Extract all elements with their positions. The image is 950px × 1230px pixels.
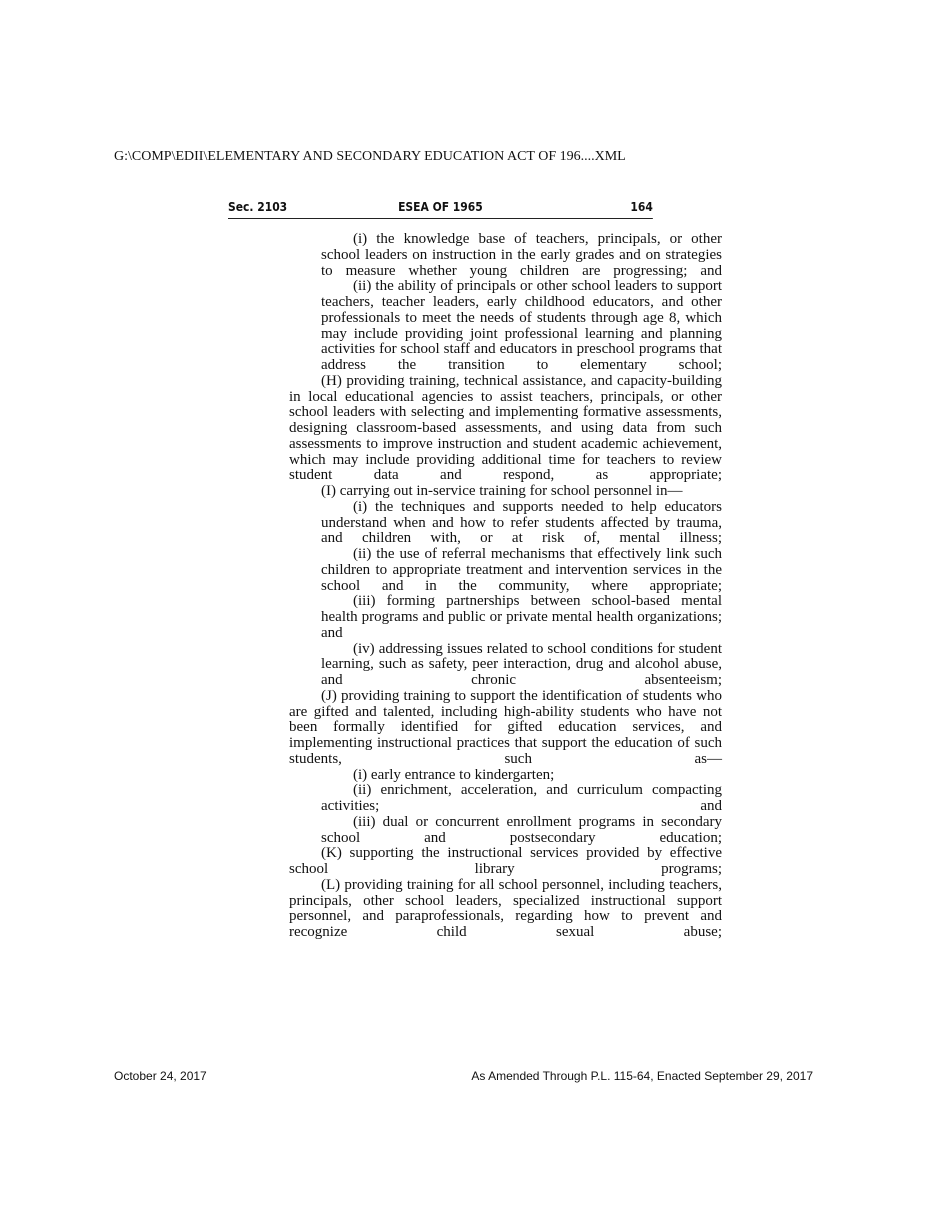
file-path: G:\COMP\EDII\ELEMENTARY AND SECONDARY EDUCATION ACT OF 196....XML <box>114 149 626 164</box>
subparagraph-l: (L) providing training for all school personnel, including teachers, principals, other school leaders, specialized instructional support personnel, and paraprofessionals, regarding how to prevent and recognize child sexual abuse; <box>289 876 722 940</box>
clause-i-early-entrance: (i) early entrance to kindergarten; <box>353 766 555 783</box>
footer-amendment-note: As Amended Through P.L. 115-64, Enacted September 29, 2017 <box>471 1069 813 1083</box>
clause-ii-enrichment: (ii) enrichment, acceleration, and curriculum compacting activities; and <box>321 782 722 814</box>
clause-iii-dual-enrollment: (iii) dual or concurrent enrollment programs in secondary school and postsecondary education; <box>321 813 722 846</box>
clause-iv-school-conditions: (iv) addressing issues related to school conditions for student learning, such as safety, peer interaction, drug and alcohol abuse, and chronic absenteeism; <box>321 640 722 688</box>
clause-ii-referral: (ii) the use of referral mechanisms that effectively link such children to appropriate treatment and intervention services in the school and in the community, where appropriate; <box>321 546 722 594</box>
statute-body <box>289 232 722 941</box>
page-number: 164 <box>630 199 653 214</box>
subparagraph-k: (K) supporting the instructional services provided by effective school library programs; <box>289 845 722 877</box>
clause-i-techniques: (i) the techniques and supports needed to help educators understand when and how to refer students affected by trauma, and children with, or at risk of, mental illness; <box>321 498 722 547</box>
footer-date: October 24, 2017 <box>114 1069 207 1083</box>
clause-iii-partnerships: (iii) forming partnerships between school-based mental health programs and public or private mental health organizations; and <box>321 593 722 641</box>
subparagraph-h: (H) providing training, technical assistance, and capacity-building in local educational agencies to assist teachers, principals, or other school leaders with selecting and implementing formative assessments, designing classroom-based assessments, and using data from such assessments to improve instruction and student academic achievement, which may include providing additional time for teachers to review student data and respond, as appropriate; <box>289 372 722 484</box>
act-title: ESEA OF 1965 <box>398 199 483 214</box>
section-number: Sec. 2103 <box>228 199 288 214</box>
subparagraph-i: (I) carrying out in-service training for school personnel in— <box>321 483 683 499</box>
clause-ii-ability-of-principals: (ii) the ability of principals or other school leaders to support teachers, teacher leaders, early childhood educators, and other professionals to meet the needs of students through age 8, which may include providing joint professional learning and planning activities for school staff and educators in preschool programs that address the transition to elementary school; <box>321 278 722 373</box>
clause-i-knowledge-base: (i) the knowledge base of teachers, principals, or other school leaders on instruction in the early grades and on strategies to measure whether young children are progressing; and <box>321 231 722 279</box>
subparagraph-j: (J) providing training to support the identification of students who are gifted and talented, including high-ability students who have not been formally identified for gifted education services, and implementing instructional practices that support the education of such students, such as— <box>289 687 722 767</box>
running-head <box>228 198 653 219</box>
